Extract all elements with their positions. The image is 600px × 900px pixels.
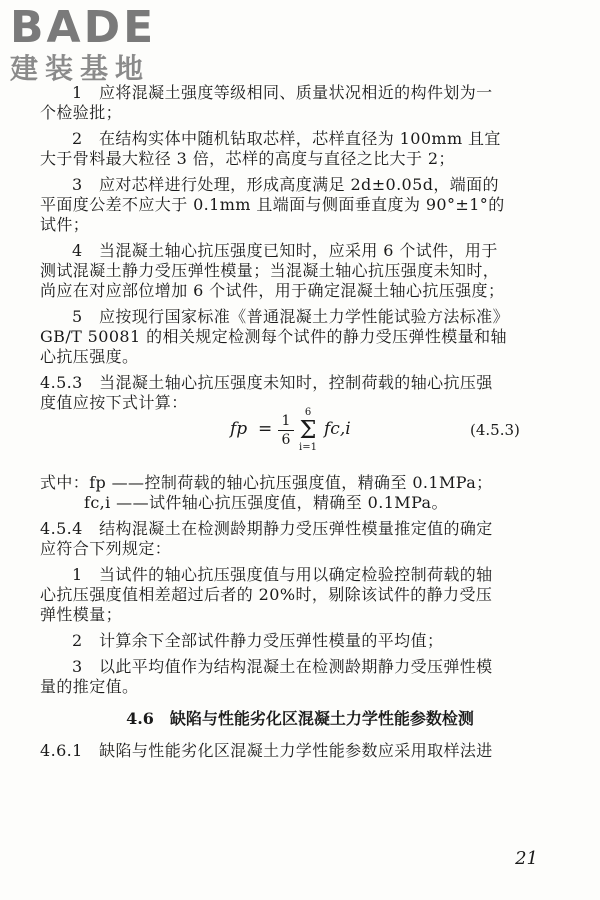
text-line: 5 应按现行国家标准《普通混凝土力学性能试验方法标准》 bbox=[72, 307, 509, 326]
formula-term: fc,i bbox=[324, 419, 351, 439]
formula-fraction bbox=[278, 413, 294, 448]
clause-4-5-4: 4.5.4 结构混凝土在检测龄期静力受压弹性模量推定值的确定 bbox=[40, 519, 493, 538]
fraction-denominator: 6 bbox=[281, 432, 291, 448]
text-line: 1 当试件的轴心抗压强度值与用以确定检验控制荷载的轴 bbox=[72, 565, 493, 584]
clause-4-6-1: 4.6.1 缺陷与性能劣化区混凝土力学性能参数应采用取样法进 bbox=[40, 741, 493, 760]
formula-4-5-3 bbox=[40, 407, 560, 473]
formula-equals: = bbox=[258, 419, 273, 439]
text-line: 试件； bbox=[40, 215, 90, 234]
text-line: 量的推定值。 bbox=[40, 677, 139, 696]
equation-number: (4.5.3) bbox=[470, 421, 520, 439]
sigma-symbol: Σ bbox=[299, 416, 317, 444]
document-body bbox=[40, 83, 560, 761]
text-line: 平面度公差不应大于 0.1mm 且端面与侧面垂直度为 90°±1°的 bbox=[40, 195, 505, 214]
logo-subtitle: 建装基地 bbox=[10, 52, 151, 85]
text-line: fc,i ——试件轴心抗压强度值，精确至 0.1MPa。 bbox=[84, 493, 448, 512]
text-line: 心抗压强度。 bbox=[40, 347, 139, 366]
text-line: 个检验批； bbox=[40, 103, 123, 122]
text-line: 应符合下列规定： bbox=[40, 539, 172, 558]
text-line: 1 应将混凝土强度等级相同、质量状况相近的构件划为一 bbox=[72, 83, 493, 102]
clause-4-5-3: 4.5.3 当混凝土轴心抗压强度未知时，控制荷载的轴心抗压强 bbox=[40, 373, 493, 392]
sum-upper: 6 bbox=[304, 407, 312, 418]
text-line: 2 在结构实体中随机钻取芯样，芯样直径为 100mm 且宜 bbox=[72, 129, 501, 148]
text-line: 度值应按下式计算： bbox=[40, 393, 188, 412]
text-line: 3 应对芯样进行处理，形成高度满足 2d±0.05d，端面的 bbox=[72, 175, 499, 194]
text-line: 测试混凝土静力受压弹性模量；当混凝土轴心抗压强度未知时， bbox=[40, 261, 500, 280]
page-number: 21 bbox=[515, 848, 538, 869]
text-line: 2 计算余下全部试件静力受压弹性模量的平均值； bbox=[72, 631, 444, 650]
text-line: 尚应在对应部位增加 6 个试件，用于确定混凝土轴心抗压强度； bbox=[40, 281, 505, 300]
section-4-6-title: 4.6 缺陷与性能劣化区混凝土力学性能参数检测 bbox=[126, 709, 474, 728]
formula-summation bbox=[298, 407, 318, 453]
logo-wordmark: BADE bbox=[10, 2, 157, 53]
text-line: 大于骨料最大粒径 3 倍，芯样的高度与直径之比大于 2； bbox=[40, 149, 455, 168]
text-line: 3 以此平均值作为结构混凝土在检测龄期静力受压弹性模 bbox=[72, 657, 493, 676]
text-line: 4 当混凝土轴心抗压强度已知时，应采用 6 个试件，用于 bbox=[72, 241, 498, 260]
text-line: GB/T 50081 的相关规定检测每个试件的静力受压弹性模量和轴 bbox=[40, 327, 507, 346]
sum-lower: i=1 bbox=[299, 442, 317, 453]
text-line: 式中：fp ——控制荷载的轴心抗压强度值，精确至 0.1MPa； bbox=[40, 473, 493, 492]
formula-lhs: fp bbox=[230, 419, 248, 439]
fraction-numerator: 1 bbox=[281, 413, 291, 429]
text-line: 弹性模量； bbox=[40, 605, 123, 624]
bade-logo bbox=[10, 4, 190, 90]
text-line: 心抗压强度值相差超过后者的 20%时，剔除该试件的静力受压 bbox=[40, 585, 493, 604]
